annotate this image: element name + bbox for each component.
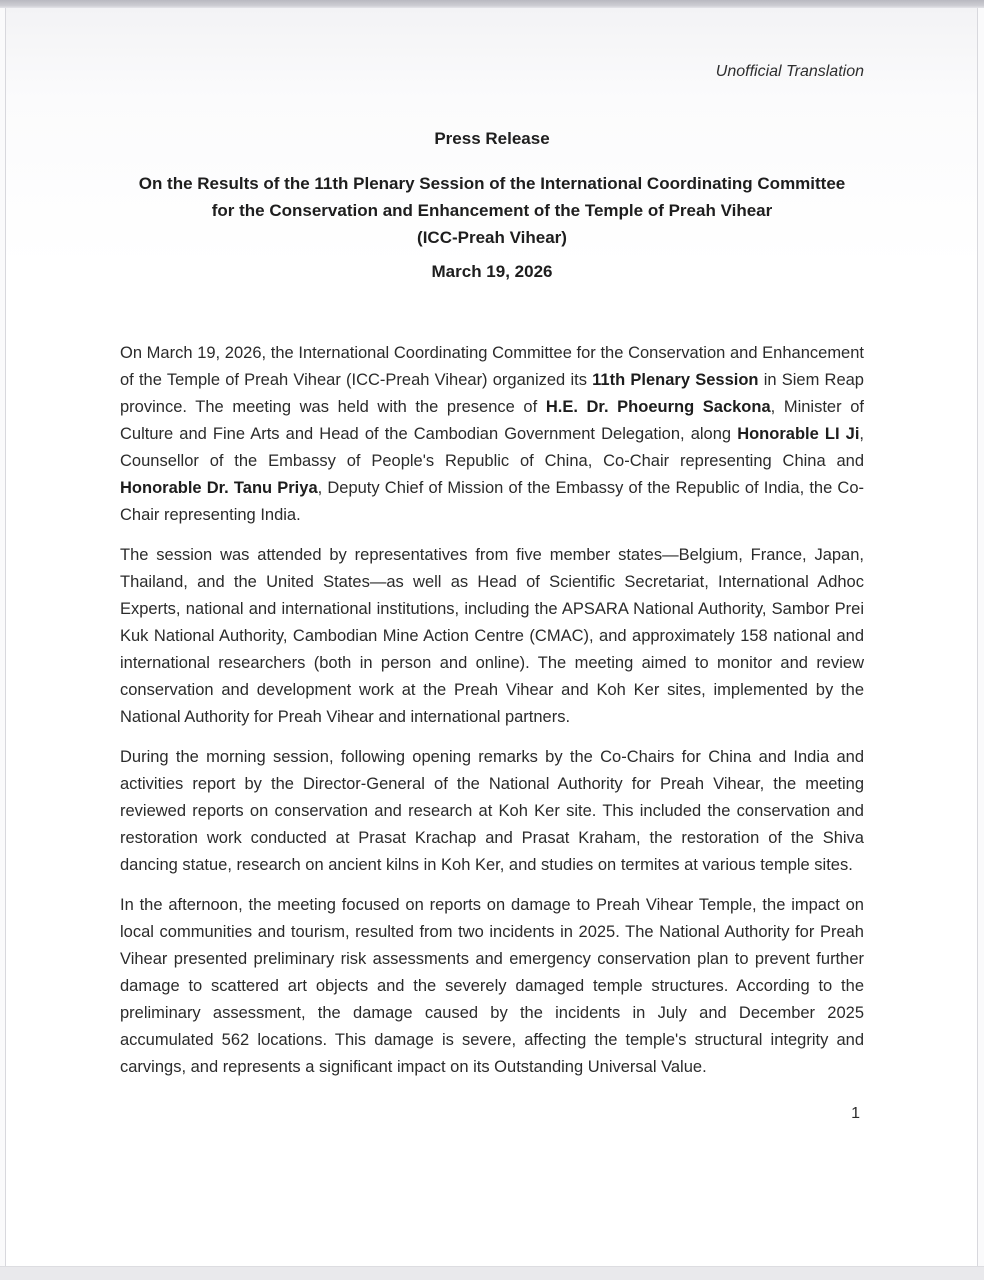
document-heading: On the Results of the 11th Plenary Session of the International Coordinating Committee for the Conservation and Enhancement of the Temple of Preah Vihear bbox=[138, 174, 846, 220]
bold-text-segment: H.E. Dr. Phoeurng Sackona bbox=[545, 398, 771, 416]
text-segment: , Minister of Culture and Fine Arts and Head of the Cambodian Government Delegation, along bbox=[120, 398, 864, 443]
bold-text-segment: Honorable Dr. Tanu Priya bbox=[120, 479, 318, 497]
page-number: 1 bbox=[851, 1105, 860, 1122]
paragraph-afternoon-session bbox=[120, 892, 864, 1081]
text-segment: In the afternoon, the meeting focused on reports on damage to Preah Vihear Temple, the impact on local communities and tourism, resulted from two incidents in 2025. The National Authority for Preah Vihear presented preliminary risk assessments and emergency conservation plan to prevent further damage to scattered art objects and the severely damaged temple structures. According to the preliminary assessment, the damage caused by the incidents in July and December 2025 accumulated 562 locations. This damage is severe, affecting the temple's structural integrity and carvings, and represents a significant impact on its Outstanding Universal Value. bbox=[120, 896, 864, 1076]
photo-bottom-edge bbox=[0, 1266, 984, 1280]
photo-top-edge bbox=[0, 0, 984, 8]
document-body bbox=[120, 340, 864, 1081]
text-segment: During the morning session, following opening remarks by the Co-Chairs for China and India and activities report by the Director-General of the National Authority for Preah Vihear, the meeting reviewed reports on conservation and research at Koh Ker site. This included the conservation and restoration work conducted at Prasat Krachap and Prasat Kraham, the restoration of the Shiva dancing statue, research on ancient kilns in Koh Ker, and studies on termites at various temple sites. bbox=[120, 748, 864, 874]
text-segment: , Deputy Chief of Mission of the Embassy of the Republic of India, the Co-Chair representing India. bbox=[120, 479, 864, 524]
page bbox=[5, 8, 978, 1267]
text-segment: On March 19, 2026, the International Coordinating Committee for the Conservation and Enhancement of the Temple of Preah Vihear (ICC-Preah Vihear) organized its bbox=[120, 344, 864, 389]
bold-text-segment: 11th Plenary Session bbox=[592, 371, 759, 389]
page-content bbox=[6, 62, 977, 1124]
document-heading-acronym: (ICC-Preah Vihear) bbox=[417, 228, 567, 247]
text-segment: in Siem Reap province. The meeting was held with the presence of bbox=[120, 371, 864, 416]
translation-note: Unofficial Translation bbox=[715, 63, 864, 80]
document-date: March 19, 2026 bbox=[431, 262, 553, 281]
paragraph-attendance bbox=[120, 542, 864, 731]
text-segment: The session was attended by representatives from five member states—Belgium, France, Japan, Thailand, and the United States—as well as Head of Scientific Secretariat, International Adhoc Experts, national and international institutions, including the APSARA National Authority, Sambor Prei Kuk National Authority, Cambodian Mine Action Centre (CMAC), and approximately 158 national and international researchers (both in person and online). The meeting aimed to monitor and review conservation and development work at the Preah Vihear and Koh Ker sites, implemented by the National Authority for Preah Vihear and international partners. bbox=[120, 546, 864, 726]
paragraph-opening bbox=[120, 340, 864, 529]
paragraph-morning-session bbox=[120, 744, 864, 879]
bold-text-segment: Honorable LI Ji bbox=[737, 425, 860, 443]
page-title: Press Release bbox=[434, 129, 550, 148]
text-segment: , Counsellor of the Embassy of People's Republic of China, Co-Chair representing China and bbox=[120, 425, 865, 470]
